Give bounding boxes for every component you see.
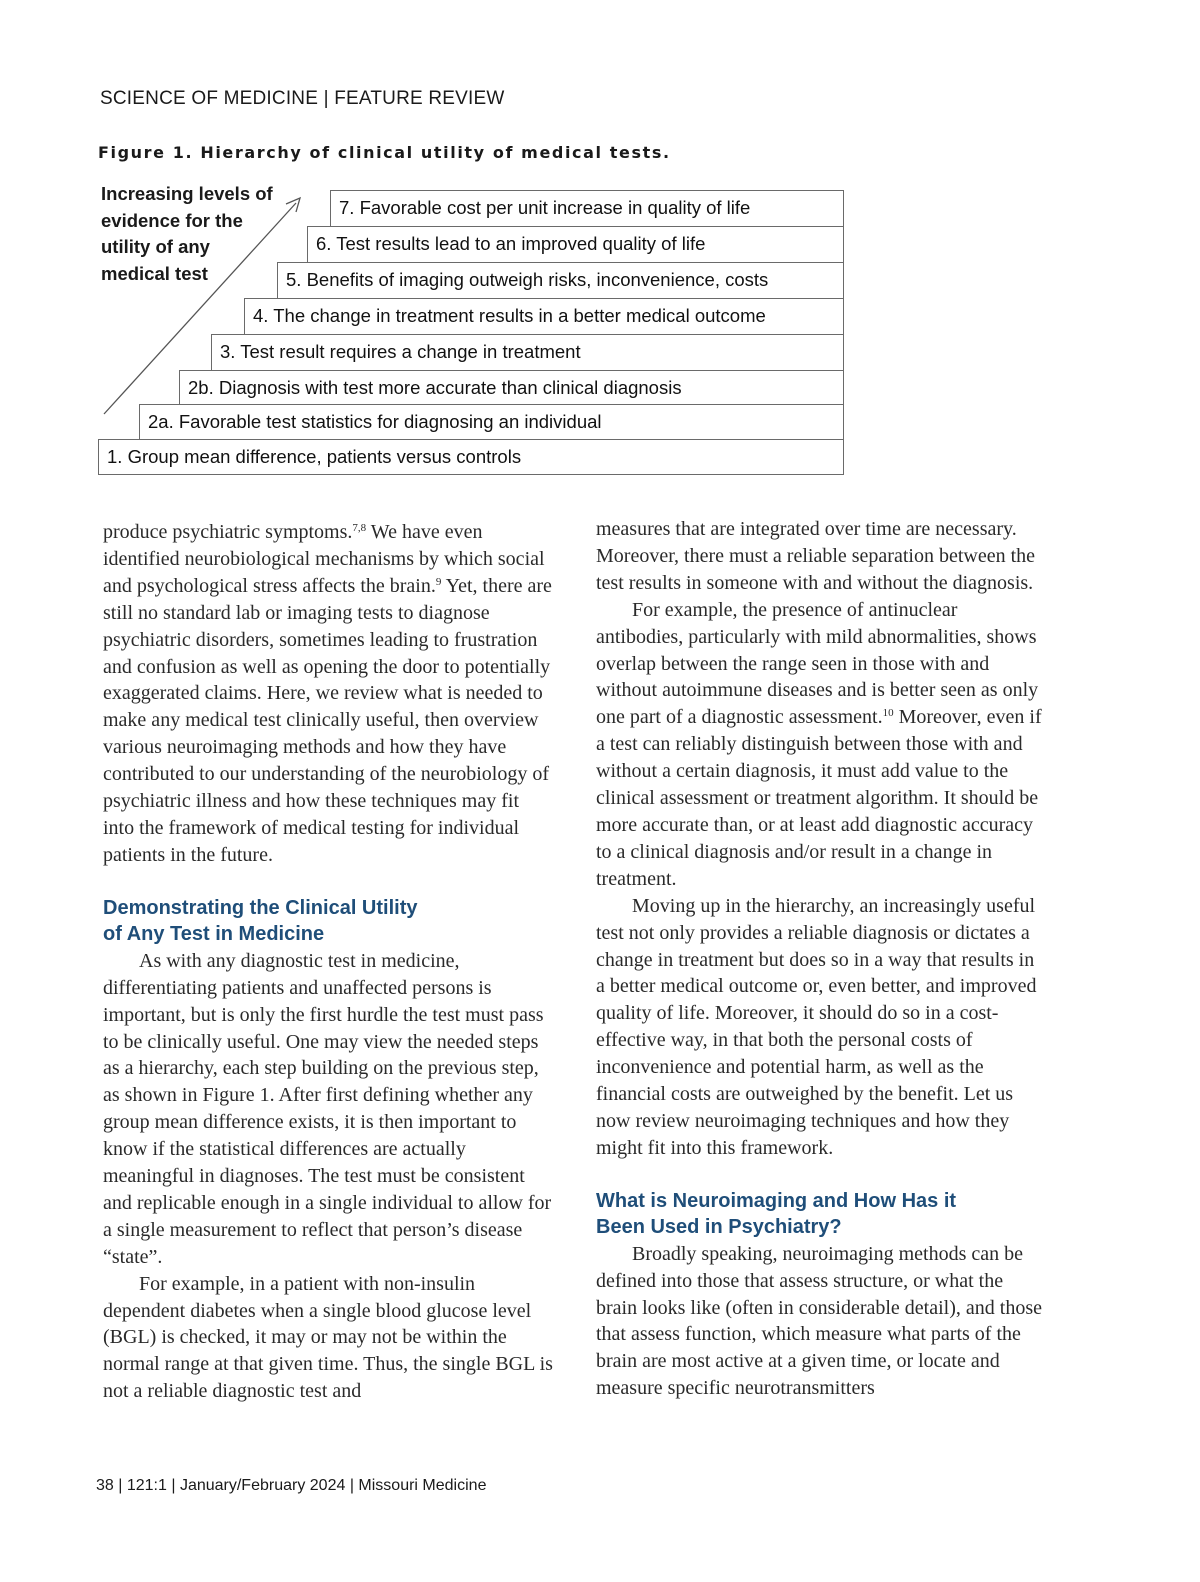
hierarchy-step-2a: 2a. Favorable test statistics for diagnosing an individual — [139, 404, 844, 440]
hierarchy-step-5: 5. Benefits of imaging outweigh risks, inconvenience, costs — [277, 262, 844, 298]
left-column — [103, 519, 555, 1405]
citation: 10 — [882, 707, 894, 720]
hierarchy-step-7: 7. Favorable cost per unit increase in quality of life — [330, 190, 844, 226]
issue-date: January/February 2024 — [179, 1477, 346, 1494]
body-paragraph: For example, the presence of antinuclear antibodies, particularly with mild abnormalities, shows overlap between the range seen in those with and without autoimmune diseases and is better seen as only one part of a diagnostic assessment.$^{10}$ Moreover, even if a test can reliably distinguish between those with and without a certain diagnosis, it must add value to the clinical assessment or treatment algorithm. It should be more accurate than, or at least add diagnostic accuracy to a clinical diagnosis and/or result in a change in treatment. — [596, 598, 1042, 890]
side-label-line: Increasing levels of — [101, 183, 273, 204]
citation: 9 — [435, 575, 442, 588]
hierarchy-step-4: 4. The change in treatment results in a better medical outcome — [244, 298, 844, 334]
volume-issue: 121:1 — [126, 1477, 167, 1494]
header-section: SCIENCE OF MEDICINE — [100, 88, 319, 109]
arrow-head-icon — [286, 198, 300, 212]
body-paragraph: produce psychiatric symptoms.$^{7,8}$ We have even identified neurobiological mechanisms by which social and psychological stress affects the brain.$^9$ Yet, there are still no standard lab or imaging tests to diagnose psychiatric disorders, sometimes leading to frustration and confusion as well as opening the door to potentially exaggerated claims. Here, we review what is needed to make any medical test clinically useful, then overview various neuroimaging methods and how they have contributed to our understanding of the neurobiology of psychiatric illness and how these techniques may fit into the framework of medical testing for individual patients in the future. — [103, 521, 552, 866]
figure-caption: Figure 1. Hierarchy of clinical utility of medical tests. — [98, 143, 671, 162]
body-paragraph: Broadly speaking, neuroimaging methods can be defined into those that assess structure, or what the brain looks like (often in considerable detail), and those that assess function, which measure what parts of the brain are most active at a given time, or locate and measure specific neurotransmitters — [596, 1242, 1042, 1400]
hierarchy-step-3: 3. Test result requires a change in treatment — [211, 334, 844, 370]
body-paragraph: measures that are integrated over time are necessary. Moreover, there must a reliable separation between the test results in someone with and without the diagnosis. — [596, 518, 1036, 594]
page-number: 38 — [96, 1477, 114, 1494]
journal-name: Missouri Medicine — [358, 1477, 487, 1494]
hierarchy-step-2b: 2b. Diagnosis with test more accurate than clinical diagnosis — [179, 370, 844, 406]
side-label-line: medical test — [101, 262, 208, 284]
side-label-line: evidence for the — [101, 209, 243, 231]
page-footer: 38 | 121:1 | January/February 2024 | Missouri Medicine — [96, 1477, 487, 1494]
right-column — [596, 516, 1048, 1402]
side-label-line: utility of any — [101, 236, 210, 258]
section-heading: What is Neuroimaging and How Has it Been Used in Psychiatry? — [596, 1189, 957, 1239]
section-heading: Demonstrating the Clinical Utility of Any Test in Medicine — [103, 896, 418, 946]
hierarchy-step-1: 1. Group mean difference, patients versus controls — [98, 439, 844, 475]
header-separator: | — [318, 88, 335, 109]
body-paragraph: For example, in a patient with non-insulin dependent diabetes when a single blood glucose level (BGL) is checked, it may or may not be within the normal range at that given time. Thus, the single BGL is not a reliable diagnostic test and — [103, 1272, 553, 1403]
header-category: FEATURE REVIEW — [334, 88, 505, 109]
body-paragraph: As with any diagnostic test in medicine, differentiating patients and unaffected persons is important, but is only the first hurdle the test must pass to be clinically useful. One may view the needed steps as a hierarchy, each step building on the previous step, as shown in Figure 1. After first defining whether any group mean difference exists, it is then important to know if the statistical differences are actually meaningful in diagnoses. The test must be consistent and replicable enough in a single individual to allow for a single measurement to reflect that person’s disease “state”. — [103, 949, 552, 1268]
hierarchy-step-6: 6. Test results lead to an improved quality of life — [307, 226, 844, 262]
body-paragraph: Moving up in the hierarchy, an increasingly useful test not only provides a reliable diagnosis or dictates a change in treatment but does so in a way that results in a better medical outcome or, even better, and improved quality of life. Moreover, it should do so in a cost-effective way, in that both the personal costs of inconvenience and potential harm, as well as the financial costs are outweighed by the benefit. Let us now review neuroimaging techniques and how they might fit into this framework. — [596, 894, 1037, 1159]
citation: 7,8 — [352, 522, 367, 534]
